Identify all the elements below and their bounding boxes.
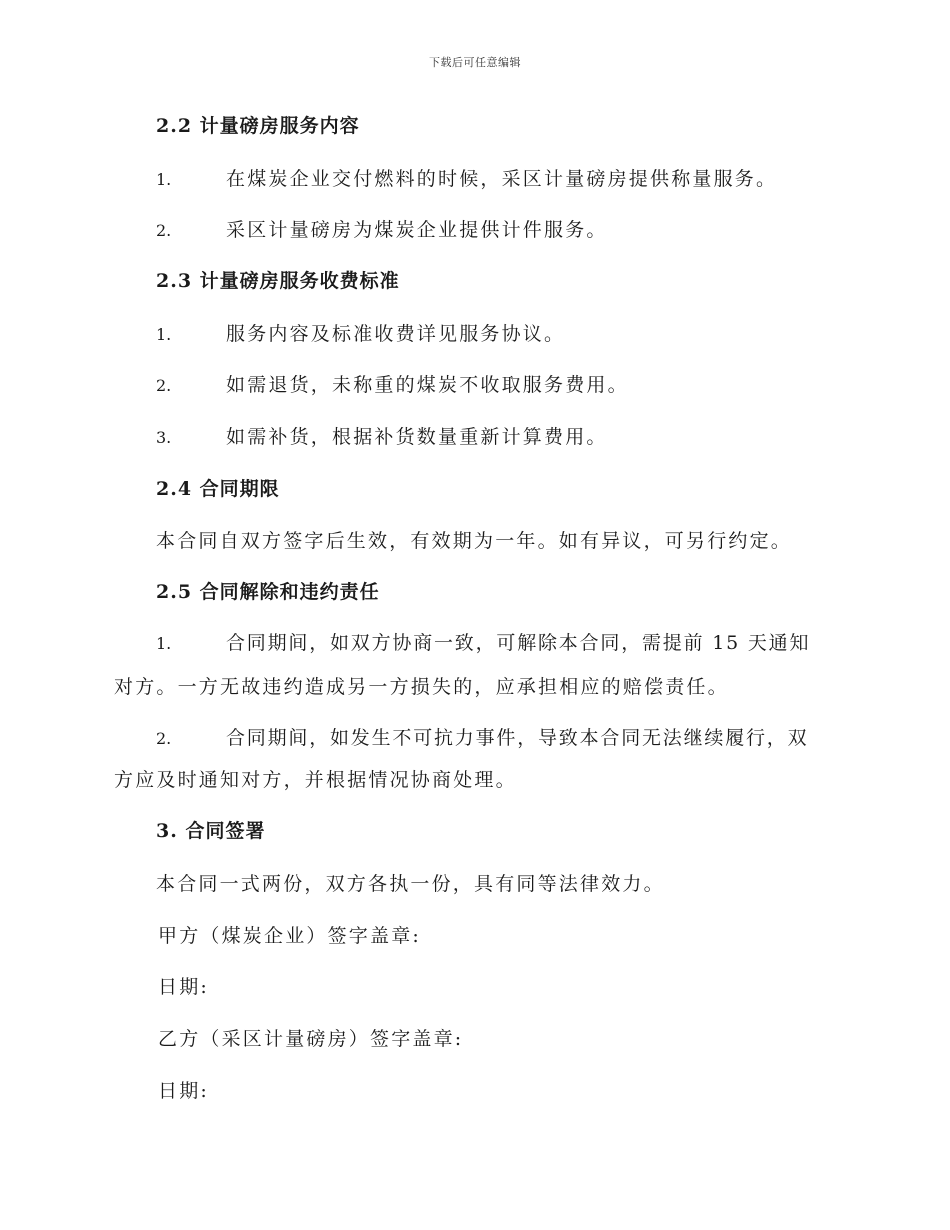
- party-a-signature-line: 甲方（煤炭企业）签字盖章:: [158, 925, 422, 947]
- party-a-date-line: 日期:: [158, 976, 210, 998]
- list-number: 1.: [156, 634, 172, 653]
- list-item-text: 如需退货，未称重的煤炭不收取服务费用。: [226, 374, 629, 396]
- list-item-text: 在煤炭企业交付燃料的时候，采区计量磅房提供称量服务。: [226, 168, 778, 190]
- list-number: 3.: [156, 428, 172, 447]
- list-number: 1.: [156, 325, 172, 344]
- list-number: 2.: [156, 221, 172, 240]
- party-b-signature-line: 乙方（采区计量磅房）签字盖章:: [158, 1028, 464, 1050]
- section-2-3-heading: 2.3 计量磅房服务收费标准: [156, 270, 400, 292]
- list-item-text: 服务内容及标准收费详见服务协议。: [226, 323, 566, 345]
- list-item-text-continued: 方应及时通知对方，并根据情况协商处理。: [114, 769, 517, 791]
- list-item-text: 如需补货，根据补货数量重新计算费用。: [226, 426, 608, 448]
- party-b-date-line: 日期:: [158, 1080, 210, 1102]
- list-number: 2.: [156, 376, 172, 395]
- list-item-text: 合同期间，如双方协商一致，可解除本合同，需提前 15 天通知: [226, 632, 811, 654]
- page-header: 下载后可任意编辑: [429, 56, 521, 69]
- list-item-text: 合同期间，如发生不可抗力事件，导致本合同无法继续履行，双: [226, 727, 809, 749]
- list-number: 2.: [156, 729, 172, 748]
- section-2-2-heading: 2.2 计量磅房服务内容: [156, 115, 360, 137]
- paragraph: 本合同自双方签字后生效，有效期为一年。如有异议，可另行约定。: [156, 530, 793, 552]
- section-2-4-heading: 2.4 合同期限: [156, 478, 280, 500]
- list-number: 1.: [156, 170, 172, 189]
- list-item-text-continued: 对方。一方无故违约造成另一方损失的，应承担相应的赔偿责任。: [114, 676, 729, 698]
- section-3-heading: 3. 合同签署: [156, 820, 266, 842]
- paragraph: 本合同一式两份，双方各执一份，具有同等法律效力。: [156, 873, 665, 895]
- section-2-5-heading: 2.5 合同解除和违约责任: [156, 581, 380, 603]
- list-item-text: 采区计量磅房为煤炭企业提供计件服务。: [226, 219, 608, 241]
